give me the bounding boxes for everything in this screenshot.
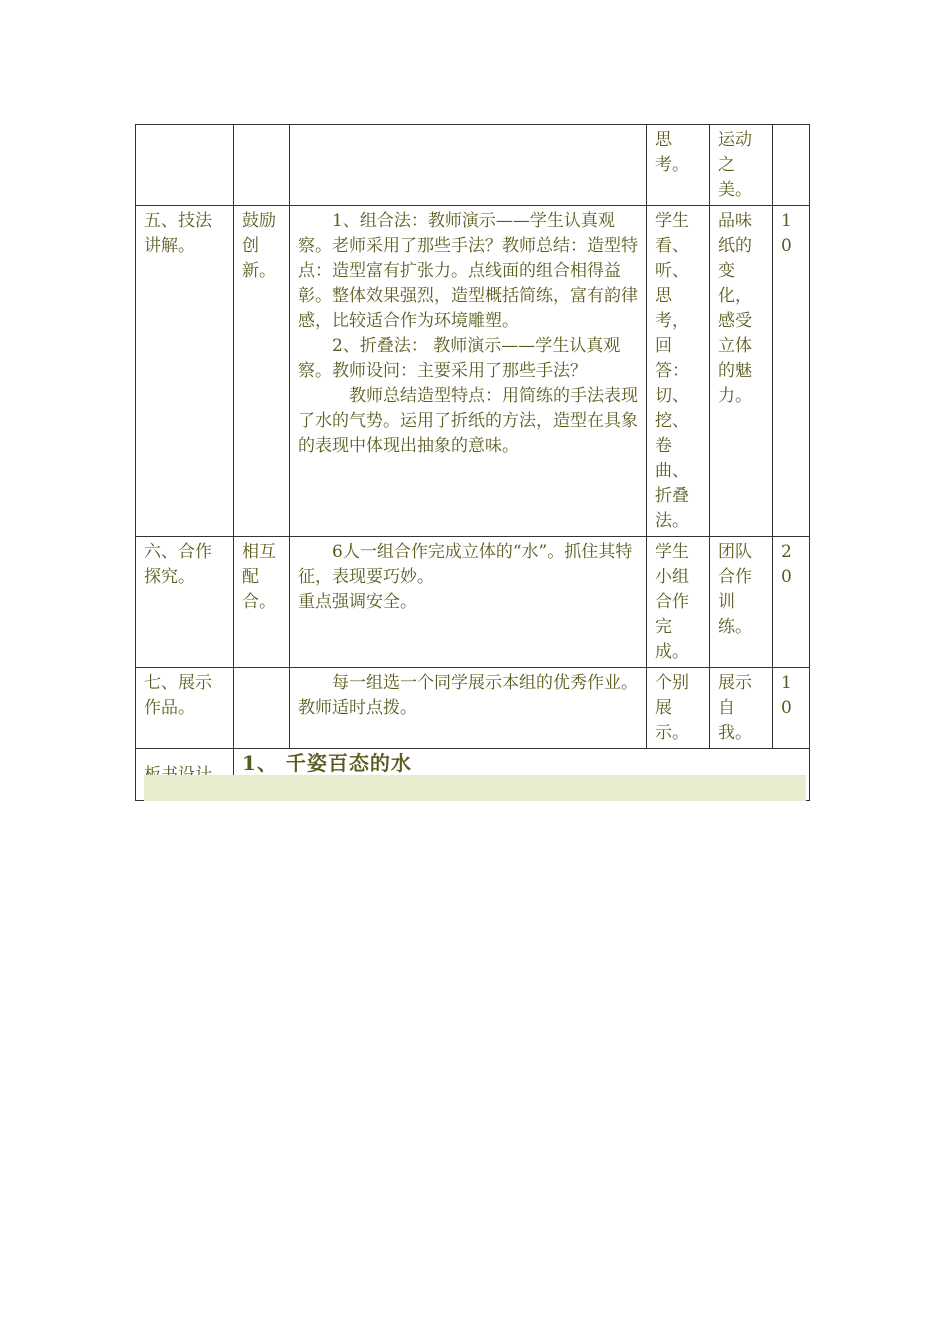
table-row xyxy=(136,668,810,749)
content-cell xyxy=(290,125,647,206)
stage-cell xyxy=(136,125,234,206)
design-intent-cell: 展示自我。 xyxy=(710,668,773,749)
time-cell: 20 xyxy=(773,537,810,668)
content-cell xyxy=(290,537,647,668)
table-row xyxy=(136,537,810,668)
student-activity-cell: 个别展示。 xyxy=(647,668,710,749)
content-paragraph: 重点强调安全。 xyxy=(298,592,417,612)
method-cell: 相互配合。 xyxy=(234,537,290,668)
time-cell: 10 xyxy=(773,206,810,537)
table-row xyxy=(136,125,810,206)
board-title: 1、 千姿百态的水 xyxy=(242,751,412,775)
time-cell: 10 xyxy=(773,668,810,749)
student-activity-cell: 思考。 xyxy=(647,125,710,206)
content-paragraph: 6人一组合作完成立体的“水”。抓住其特征，表现要巧妙。 xyxy=(298,542,633,587)
stage-cell: 六、合作探究。 xyxy=(136,537,234,668)
content-paragraph: 2、折叠法： 教师演示——学生认真观察。教师设问：主要采用了那些手法？ xyxy=(298,336,621,381)
content-paragraph: 教师适时点拨。 xyxy=(298,698,417,718)
stage-cell: 七、展示作品。 xyxy=(136,668,234,749)
content-paragraph: 教师总结造型特点：用简练的手法表现了水的气势。运用了折纸的方法，造型在具象的表现中体现出抽象的意味。 xyxy=(298,386,638,456)
method-cell xyxy=(234,125,290,206)
design-intent-cell: 团队合作训练。 xyxy=(710,537,773,668)
lesson-plan-table xyxy=(135,124,810,801)
content-paragraph: 1、组合法：教师演示——学生认真观察。老师采用了那些手法？教师总结：造型特点：造型富有扩张力。点线面的组合相得益彰。整体效果强烈，造型概括简练，富有韵律感，比较适合作为环境雕塑。 xyxy=(298,211,638,331)
content-cell xyxy=(290,206,647,537)
decorative-band xyxy=(144,775,806,801)
stage-cell: 五、技法讲解。 xyxy=(136,206,234,537)
design-intent-cell: 品味纸的变化，感受立体的魅力。 xyxy=(710,206,773,537)
method-cell xyxy=(234,668,290,749)
table-row xyxy=(136,206,810,537)
time-cell xyxy=(773,125,810,206)
student-activity-cell: 学生看、听、思考，回答：切、挖、卷曲、折叠法。 xyxy=(647,206,710,537)
content-cell xyxy=(290,668,647,749)
design-intent-cell: 运动之美。 xyxy=(710,125,773,206)
content-paragraph: 每一组选一个同学展示本组的优秀作业。 xyxy=(332,673,638,693)
student-activity-cell: 学生小组合作完成。 xyxy=(647,537,710,668)
method-cell: 鼓励创新。 xyxy=(234,206,290,537)
